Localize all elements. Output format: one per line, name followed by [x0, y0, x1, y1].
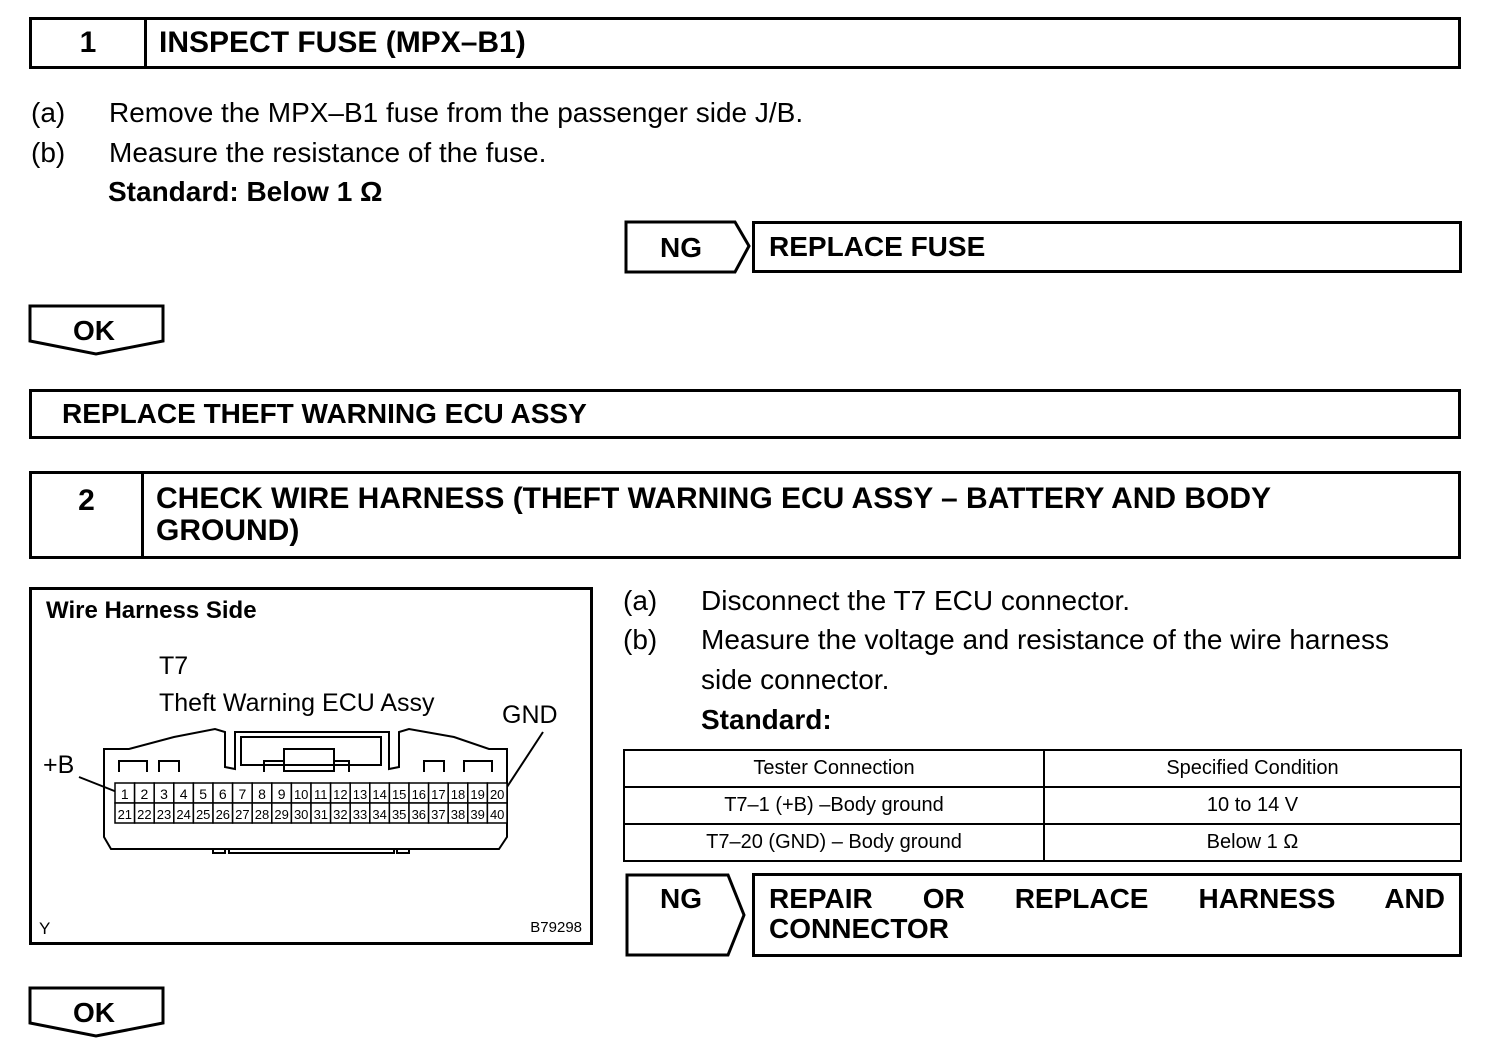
- ng-action-2-line2: CONNECTOR: [769, 913, 949, 944]
- item-text: Measure the resistance of the fuse.: [109, 137, 547, 168]
- ng-action-box-2: [752, 873, 1462, 957]
- pin-number: 9: [277, 786, 286, 802]
- pin-number: 8: [258, 786, 266, 802]
- connector-id: T7: [159, 652, 189, 680]
- step-2-item-b-cont: side connector.: [701, 664, 890, 695]
- step-2-header: [29, 471, 1461, 559]
- pin-number: 10: [293, 787, 309, 802]
- table-header: Tester Connection: [624, 750, 1044, 787]
- ng-action-2-line1: REPAIR OR REPLACE HARNESS AND: [769, 883, 1445, 914]
- pin-number: 1: [120, 786, 129, 802]
- pin-number: 16: [411, 787, 427, 802]
- pin-number: 39: [470, 807, 485, 822]
- ok-arrow-1: [27, 303, 167, 357]
- step-1-number: 1: [32, 20, 147, 66]
- pin-number: 13: [352, 787, 368, 802]
- pin-number: 30: [293, 807, 309, 822]
- step-1-standard: Standard: Below 1 Ω: [108, 176, 383, 207]
- pin-number: 40: [489, 807, 505, 822]
- table-cell: Below 1 Ω: [1044, 824, 1461, 861]
- table-row: [624, 824, 1461, 861]
- pin-number: 23: [156, 807, 172, 822]
- result-box-1: [29, 389, 1461, 439]
- item-text: Remove the MPX–B1 fuse from the passenger side J/B.: [109, 97, 804, 128]
- wire-harness-diagram: [29, 587, 593, 945]
- pin-number: 33: [352, 807, 368, 822]
- pin-number: 27: [235, 807, 250, 822]
- pin-number: 4: [179, 786, 188, 802]
- connector-name: Theft Warning ECU Assy: [159, 689, 435, 717]
- result-text-1: REPLACE THEFT WARNING ECU ASSY: [62, 398, 587, 429]
- item-text: Measure the voltage and resistance of the wire harness: [701, 624, 1389, 655]
- ng-label-1: NG: [660, 232, 702, 263]
- ng-action-box-1: [752, 221, 1462, 273]
- pin-number: 3: [160, 786, 168, 802]
- pin-number: 28: [254, 807, 270, 822]
- b-label: +B: [43, 751, 75, 779]
- item-label: (b): [623, 624, 658, 655]
- table-cell: T7–20 (GND) – Body ground: [624, 824, 1044, 861]
- item-text: Disconnect the T7 ECU connector.: [701, 585, 1131, 616]
- table-cell: T7–1 (+B) –Body ground: [624, 787, 1044, 824]
- pin-number: 29: [274, 807, 289, 822]
- table-row: [624, 787, 1461, 824]
- pin-number: 22: [137, 807, 152, 822]
- pin-number: 31: [313, 807, 329, 822]
- ng-arrow-1: [623, 219, 753, 275]
- diagram-title: Wire Harness Side: [46, 597, 257, 624]
- ng-label-2: NG: [660, 883, 702, 914]
- pin-number: 36: [411, 807, 427, 822]
- pin-grid: [115, 783, 507, 823]
- pin-number: 17: [431, 787, 446, 802]
- pin-number: 34: [372, 807, 387, 822]
- pin-number: 32: [333, 807, 348, 822]
- step-1-header: [29, 17, 1461, 69]
- pin-number: 25: [195, 807, 211, 822]
- gnd-label: GND: [502, 701, 558, 729]
- step-1-title: INSPECT FUSE (MPX–B1): [159, 26, 526, 59]
- ok-label-1: OK: [73, 315, 115, 346]
- pin-number: 20: [489, 787, 505, 802]
- step-2-number: 2: [32, 474, 144, 556]
- pin-number: 11: [314, 787, 328, 802]
- step-2-title: CHECK WIRE HARNESS (THEFT WARNING ECU ASSY – BATTERY AND BODY GROUND): [156, 482, 1271, 547]
- pin-number: 21: [117, 807, 133, 822]
- pin-number: 35: [391, 807, 407, 822]
- item-label: (b): [31, 137, 66, 168]
- ok-arrow-2: [27, 985, 167, 1039]
- corner-label: Y: [39, 919, 51, 938]
- pin-number: 5: [199, 786, 208, 802]
- figure-code: B79298: [530, 919, 582, 936]
- pin-number: 12: [333, 787, 348, 802]
- pin-number: 26: [215, 807, 231, 822]
- spec-table: [623, 749, 1462, 862]
- ng-arrow-2: [624, 872, 750, 958]
- item-label: (a): [623, 585, 658, 616]
- ng-action-1: REPLACE FUSE: [769, 231, 986, 262]
- pin-number: 18: [450, 787, 466, 802]
- pin-number: 19: [470, 787, 485, 802]
- pin-number: 7: [238, 786, 247, 802]
- pin-number: 15: [391, 787, 407, 802]
- item-label: (a): [31, 97, 66, 128]
- table-header-row: [624, 750, 1461, 787]
- pin-number: 14: [372, 787, 387, 802]
- pin-number: 24: [176, 807, 191, 822]
- pin-number: 6: [218, 786, 227, 802]
- step-2-standard: Standard:: [701, 704, 832, 735]
- table-cell: 10 to 14 V: [1044, 787, 1461, 824]
- pin-number: 37: [431, 807, 446, 822]
- table-header: Specified Condition: [1044, 750, 1461, 787]
- pin-number: 38: [450, 807, 466, 822]
- pin-number: 2: [140, 786, 149, 802]
- ok-label-2: OK: [73, 997, 115, 1028]
